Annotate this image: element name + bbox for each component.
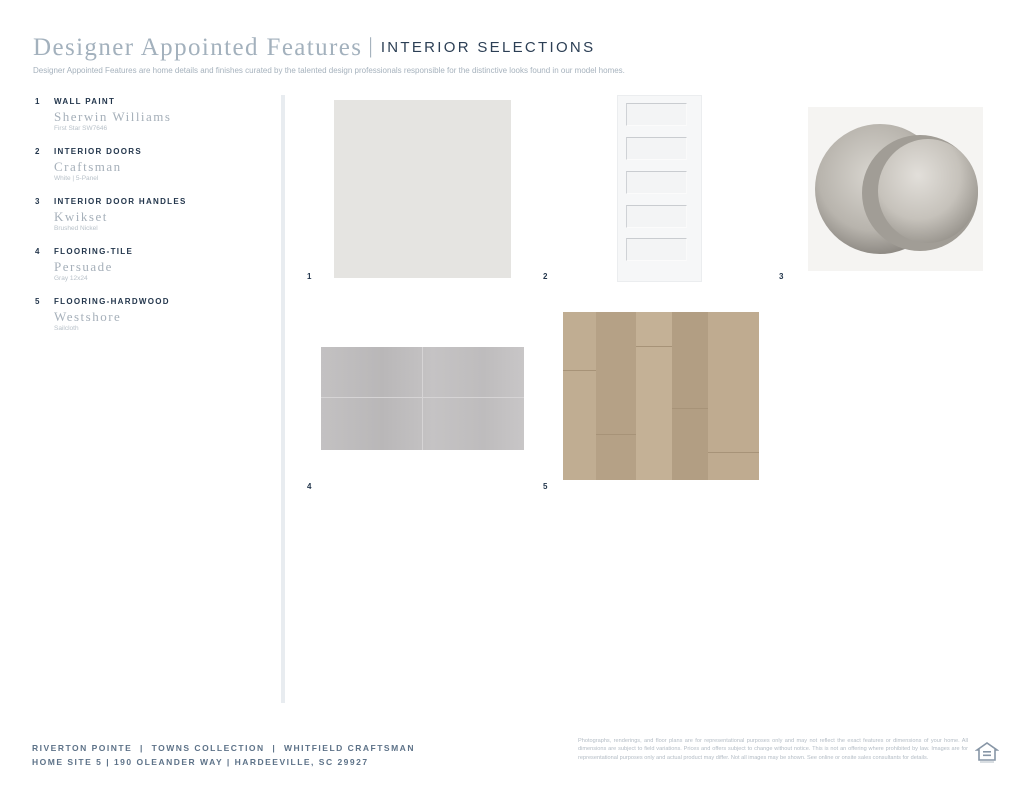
- selection-category: FLOORING-TILE: [54, 247, 134, 256]
- wood-seam: [563, 370, 596, 371]
- selection-detail: First Star SW7646: [54, 125, 108, 132]
- section-title: INTERIOR SELECTIONS: [380, 39, 596, 56]
- selection-number: 4: [35, 247, 41, 256]
- selection-number: 5: [35, 297, 41, 306]
- selection-detail: Gray 12x24: [54, 275, 88, 282]
- hardwood-floor-image: [563, 312, 759, 480]
- door-panel: [626, 205, 687, 228]
- image-label-1: 1: [307, 272, 312, 281]
- page-title: [33, 34, 595, 62]
- selection-number: 1: [35, 97, 41, 106]
- paint-swatch-image: [334, 100, 511, 278]
- title-text: Designer Appointed Features: [33, 34, 363, 61]
- five-panel-door-image: [617, 95, 702, 282]
- image-label-4: 4: [307, 482, 312, 491]
- community-line: RIVERTON POINTE | TOWNS COLLECTION | WHITFIELD CRAFTSMAN: [32, 743, 415, 753]
- selection-number: 3: [35, 197, 41, 206]
- selection-category: INTERIOR DOOR HANDLES: [54, 197, 187, 206]
- wood-plank: [563, 312, 596, 480]
- image-label-5: 5: [543, 482, 548, 491]
- image-label-2: 2: [543, 272, 548, 281]
- selection-item-interior-doors: [35, 147, 275, 197]
- selection-category: FLOORING-HARDWOOD: [54, 297, 170, 306]
- tile-grout-line: [422, 347, 423, 450]
- selection-detail: Sailcloth: [54, 325, 79, 332]
- title-separator: |: [368, 33, 373, 58]
- selection-item-flooring-tile: [35, 247, 275, 297]
- wood-plank: [672, 312, 708, 480]
- door-panel: [626, 238, 687, 261]
- wood-seam: [636, 346, 672, 347]
- vertical-divider: [281, 95, 285, 703]
- wood-plank: [636, 312, 672, 480]
- selection-name: Kwikset: [54, 209, 108, 224]
- wood-seam: [708, 452, 759, 453]
- selection-item-wall-paint: [35, 97, 275, 147]
- door-panel: [626, 171, 687, 194]
- gray-tile-image: [321, 347, 524, 450]
- selection-detail: White | 5-Panel: [54, 175, 99, 182]
- page-subtitle: Designer Appointed Features are home details and finishes curated by the talented design professionals responsible for the distinctive looks found in our model homes.: [33, 66, 625, 75]
- wood-plank: [708, 312, 759, 480]
- wood-seam: [596, 434, 636, 435]
- door-knob-image: [808, 107, 983, 271]
- selection-name: Craftsman: [54, 159, 122, 174]
- legal-disclaimer: Photographs, renderings, and floor plans are for representational purposes only and may not reflect the exact features or dimensions of your home. All dimensions are subject to field variations. Prices and offers subject to change without notice. This is not an offering where prohibited by law. Images are for representational purposes only and actual product may differ. Not all images may be shown. See online or onsite sales consultants for details.: [578, 738, 968, 761]
- selection-name: Westshore: [54, 309, 122, 324]
- door-panel: [626, 103, 687, 126]
- selection-item-door-handles: [35, 197, 275, 247]
- wood-seam: [672, 408, 708, 409]
- image-label-3: 3: [779, 272, 784, 281]
- selection-name: Persuade: [54, 259, 113, 274]
- selection-category: WALL PAINT: [54, 97, 116, 106]
- address-line: HOME SITE 5 | 190 OLEANDER WAY | HARDEEVILLE, SC 29927: [32, 757, 369, 767]
- wood-plank: [596, 312, 636, 480]
- selection-detail: Brushed Nickel: [54, 225, 98, 232]
- selection-category: INTERIOR DOORS: [54, 147, 142, 156]
- selection-name: Sherwin Williams: [54, 109, 172, 124]
- door-panel: [626, 137, 687, 160]
- selection-item-flooring-hardwood: [35, 297, 275, 347]
- selections-list: [35, 97, 275, 347]
- community-address: [32, 741, 415, 769]
- equal-housing-opportunity-icon: [975, 740, 999, 764]
- door-knob-icon: [808, 107, 983, 271]
- selection-number: 2: [35, 147, 41, 156]
